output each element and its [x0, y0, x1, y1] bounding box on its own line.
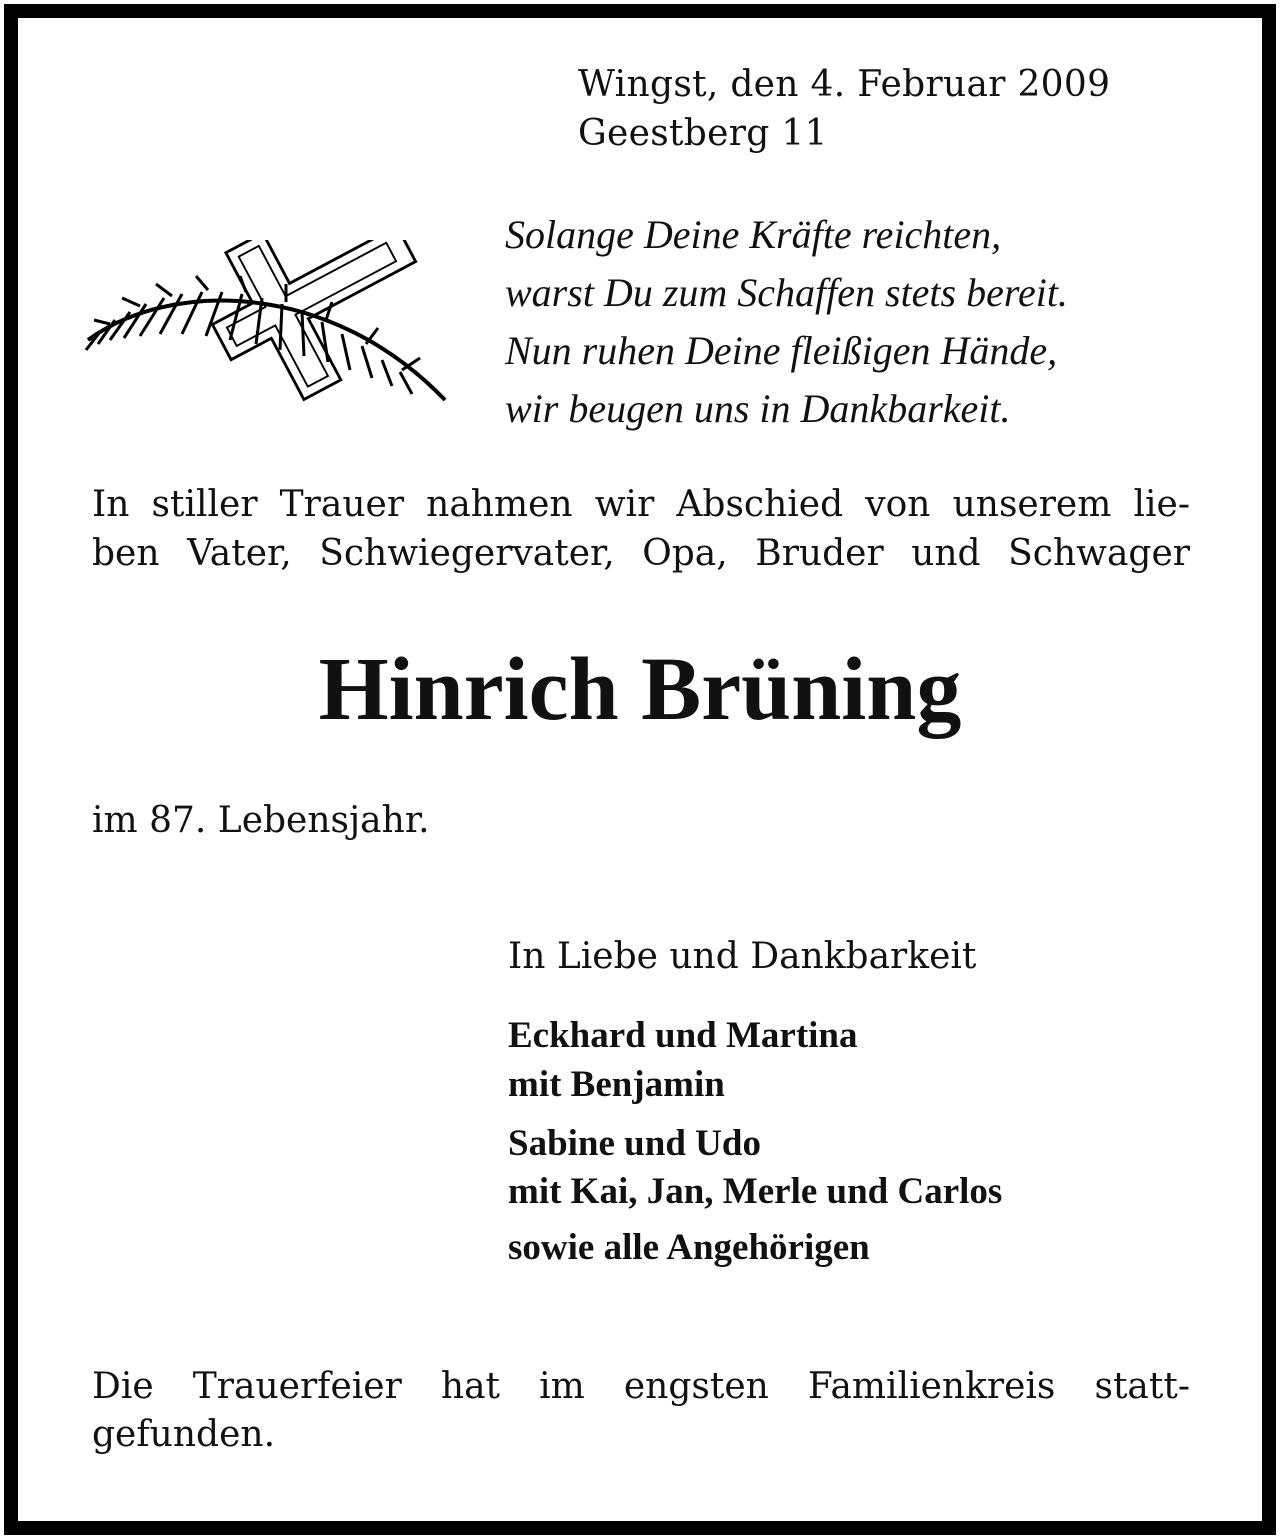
verse-line-2: warst Du zum Schaffen stets bereit. [505, 270, 1068, 315]
place-date: Wingst, den 4. Februar 2009 [578, 64, 1111, 105]
mourner-line: Sabine und Udo [508, 1123, 761, 1164]
intro-line-2: ben Vater, Schwiegervater, Opa, Bruder und Schwager [92, 533, 1190, 574]
deceased-name: Hinrich Brüning [318, 640, 962, 739]
verse-line-3: Nun ruhen Deine fleißigen Hände, [505, 328, 1058, 373]
verse-line-4: wir beugen uns in Dankbarkeit. [505, 386, 1011, 431]
footer-line-2: gefunden. [92, 1414, 276, 1455]
mourner-line: mit Kai, Jan, Merle und Carlos [508, 1171, 1003, 1212]
age-line: im 87. Lebensjahr. [92, 800, 430, 841]
footer-line-1: Die Trauerfeier hat im engsten Familienkreis statt- [92, 1366, 1190, 1407]
mourner-line: Eckhard und Martina [508, 1015, 858, 1056]
address: Geestberg 11 [578, 113, 828, 154]
verse-line-1: Solange Deine Kräfte reichten, [505, 212, 1002, 257]
signature-intro: In Liebe und Dankbarkeit [508, 936, 977, 977]
mourner-line: sowie alle Angehörigen [508, 1227, 870, 1268]
cross-with-palm-frond-icon [80, 240, 460, 410]
mourner-line: mit Benjamin [508, 1064, 725, 1105]
intro-line-1: In stiller Trauer nahmen wir Abschied von unserem lie- [92, 484, 1190, 525]
